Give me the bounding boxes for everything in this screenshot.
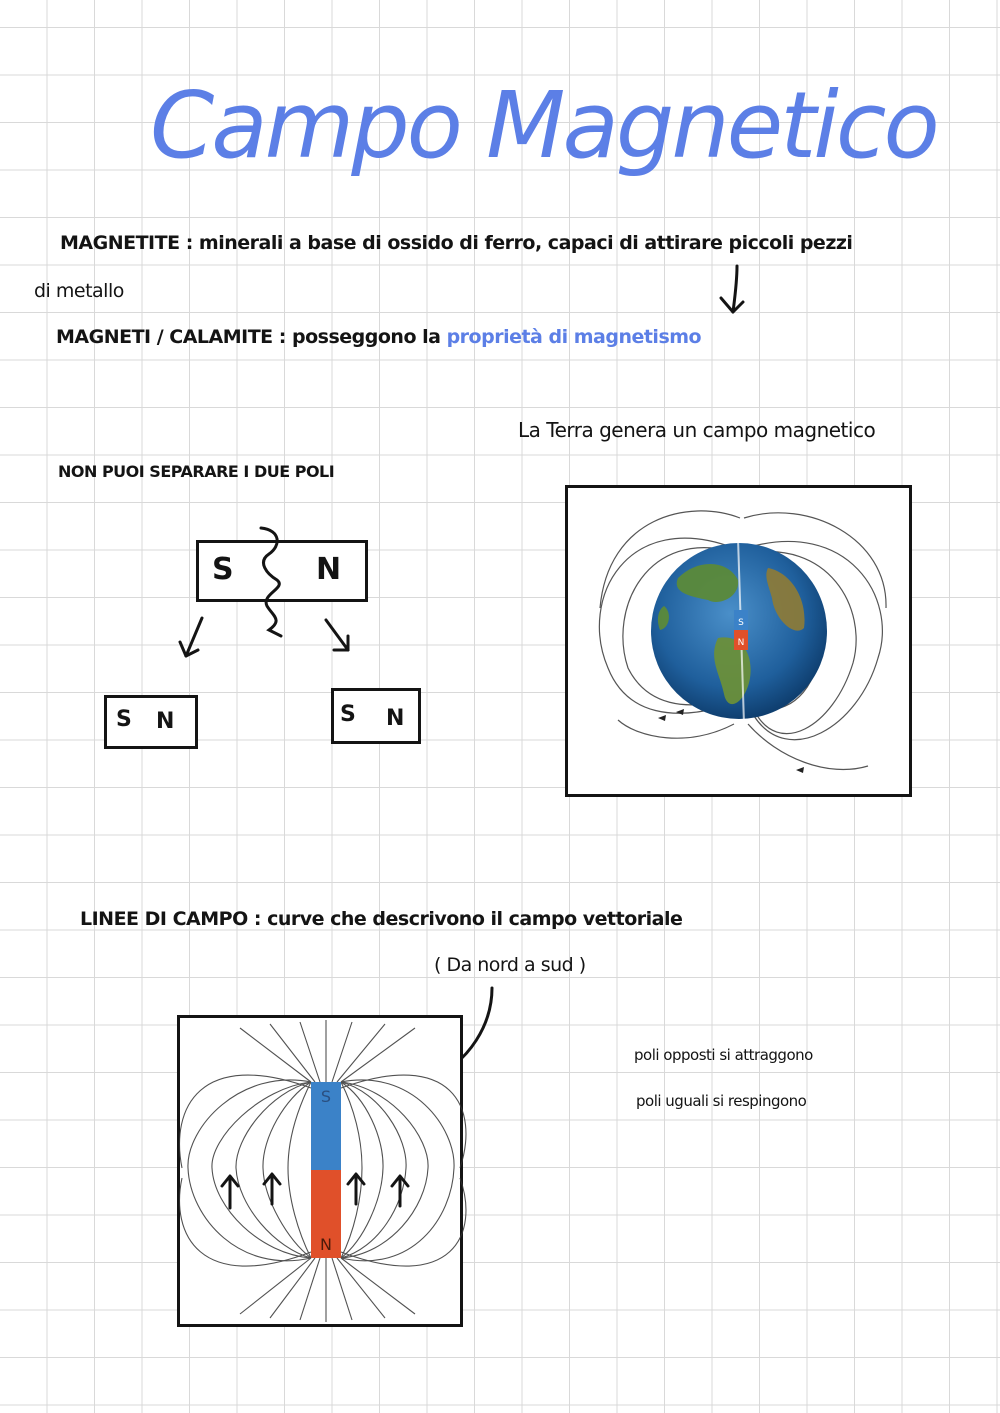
field-lines-line — [80, 908, 682, 930]
field-lines-definition: : curve che descrivono il campo vettoriale — [253, 908, 683, 930]
arrow-down-left-icon — [176, 614, 210, 662]
magnetism-property: proprietà di magnetismo — [446, 326, 702, 348]
big-magnet-south: S — [212, 552, 234, 587]
field-direction: ( Da nord a sud ) — [434, 954, 586, 976]
magneti-definition: : posseggono la — [278, 326, 441, 348]
earth-magnet-south: S — [738, 618, 744, 628]
magnetite-definition-cont: di metallo — [34, 280, 124, 302]
poles-opposite-note: poli opposti si attraggono — [634, 1046, 813, 1064]
poles-heading: NON PUOI SEPARARE I DUE POLI — [58, 462, 335, 481]
field-lines-term: LINEE DI CAMPO — [80, 908, 248, 930]
cut-line-icon — [255, 524, 295, 640]
earth-caption: La Terra genera un campo magnetico — [518, 418, 876, 442]
magnetite-line — [60, 232, 852, 254]
field-magnet-south: S — [320, 1087, 332, 1106]
earth-field-illustration — [568, 488, 909, 794]
page-title: Campo Magnetico — [150, 72, 937, 179]
small-magnet-left-north: N — [156, 709, 175, 734]
field-magnet-north: N — [320, 1235, 332, 1254]
small-magnet-right-south: S — [340, 702, 356, 727]
bar-magnet-field-illustration — [180, 1018, 460, 1324]
arrow-down-right-icon — [322, 614, 356, 658]
magnetite-term: MAGNETITE — [60, 232, 180, 254]
earth-magnet-north: N — [737, 638, 745, 648]
arrow-down-icon — [715, 262, 755, 318]
magnetite-definition: : minerali a base di ossido di ferro, capaci di attirare piccoli pezzi — [185, 232, 853, 254]
poles-same-note: poli uguali si respingono — [636, 1092, 807, 1110]
big-magnet-north: N — [316, 552, 342, 587]
small-magnet-left-south: S — [116, 707, 132, 732]
small-magnet-right-north: N — [386, 706, 405, 731]
magneti-term: MAGNETI / CALAMITE — [56, 326, 273, 348]
magneti-line — [56, 326, 701, 348]
